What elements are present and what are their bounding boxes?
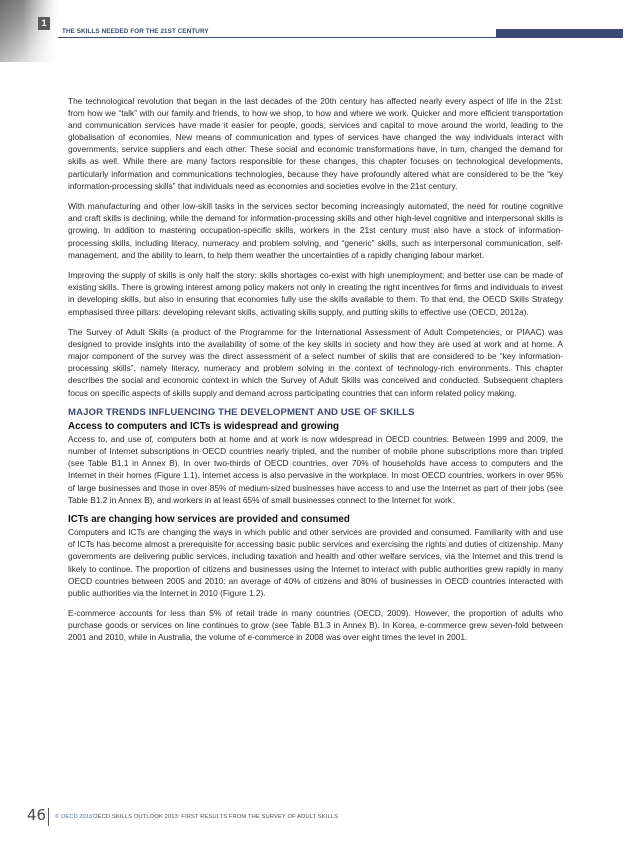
footer-separator [48,808,49,826]
copyright: © OECD 2013 [55,814,93,820]
body-paragraph: Access to, and use of, computers both at home and at work is now widespread in OECD countries. Between 1999 and 2009, the number of Internet subscriptions in OECD countries nearly tripled, and the number of mobile phone subscriptions more than tripled (see Table B1.1 in Annex B). In over two-thirds of OECD countries, over 70% of households have access to computers and the Internet in their homes (Figure 1.1). Internet access is also pervasive in the workplace. In most OECD countries, workers in over 95% of large businesses and those in over 85% of medium-sized businesses have access to and use the Internet as part of their jobs (see Table B1.2 in Annex B), and workers in at least 65% of small businesses connect to the Internet for work. [68,434,563,505]
page-footer [0,806,638,832]
running-header [58,27,623,39]
body-paragraph: Computers and ICTs are changing the ways in which public and other services are provided and consumed. Familiarity with and use of ICTs has become almost a prerequisite for accessing basic public services and exercising the rights and duties of citizenship. Many governments are delivering public services, including taxation and health and other welfare services, via the Internet and this trend is likely to continue. The proportion of citizens and businesses using the Internet to interact with public authorities grew rapidly in many OECD countries between 2005 and 2010: an average of 40% of citizens and 80% of businesses in OECD countries interacted with public authorities via the Internet in 2010 (Figure 1.2). [68,527,563,598]
subsection-heading: ICTs are changing how services are provided and consumed [68,514,350,526]
intro-paragraph: The technological revolution that began in the last decades of the 20th century has affected nearly every aspect of life in the 21st: from how we “talk” with our family and friends, to how we shop, to how and where we work. Quicker and more efficient transportation and communication services have made it easier for people, goods, services and capital to move around the world, leading to the globalisation of economies. New means of communication and types of services have changed the way individuals interact with governments, service suppliers and each other. These social and economic transformations have, in turn, changed the demand for skills as well. While there are many factors responsible for these changes, this chapter focuses on technological developments, particularly information and communications technologies, because they have profoundly altered what are considered to be the “key information-processing skills” that individuals need as economies and societies evolve in the 21st century. [68,96,563,191]
chapter-number: 1 [38,17,50,30]
section-heading: MAJOR TRENDS INFLUENCING THE DEVELOPMENT AND USE OF SKILLS [68,407,415,419]
publication-title: OECD SKILLS OUTLOOK 2013: FIRST RESULTS FROM THE SURVEY OF ADULT SKILLS [93,814,339,820]
intro-paragraph: The Survey of Adult Skills (a product of the Programme for the International Assessment of Adult Competencies, or PIAAC) was designed to provide insights into the availability of some of the key skills in society and how they are used at work and at home. A major component of the survey was the direct assessment of a select number of skills that are considered to be “key information-processing skills”, namely literacy, numeracy and problem solving in the context of technology-rich environments. This chapter describes the social and economic context in which the Survey of Adult Skills was conceived and conducted. Subsequent chapters focus on specific aspects of skills supply and demand across participating countries that can inform related policy making. [68,327,563,398]
page-number: 46 [27,806,47,824]
header-photo [0,0,58,62]
body-paragraph: E-commerce accounts for less than 5% of retail trade in many countries (OECD, 2009). However, the proportion of adults who purchase goods or services on line continues to grow (see Table B1.3 in Annex B). In Korea, e-commerce grew seven-fold between 2001 and 2010, while in Australia, the volume of e-commerce in 2008 was over eight times the level in 2001. [68,608,563,643]
subsection-heading: Access to computers and ICTs is widespread and growing [68,421,339,433]
header-rule [58,37,496,38]
intro-paragraph: With manufacturing and other low-skill tasks in the services sector becoming increasingly automated, the need for routine cognitive and craft skills is declining, while the demand for information-processing skills and other high-level cognitive and interpersonal skills is growing. In addition to mastering occupation-specific skills, workers in the 21st century must also have a stock of information-processing skills, including literacy, numeracy and problem solving, and “generic” skills, such as interpersonal communication, self-management, and the ability to learn, to help them weather the uncertainties of a rapidly changing labour market. [68,201,563,260]
intro-paragraph: Improving the supply of skills is only half the story: skills shortages co-exist with high unemployment; and better use can be made of existing skills. There is growing interest among policy makers not only in creating the right incentives for firms and individuals to invest in developing skills, but also in ensuring that economies fully use the skills available to them. To that end, the OECD Skills Strategy emphasised three pillars: developing relevant skills, activating skills supply, and putting skills to effective use (OECD, 2012a). [68,270,563,317]
page-body [68,95,563,652]
header-block [496,29,623,38]
running-title: THE SKILLS NEEDED FOR THE 21ST CENTURY [62,28,209,35]
